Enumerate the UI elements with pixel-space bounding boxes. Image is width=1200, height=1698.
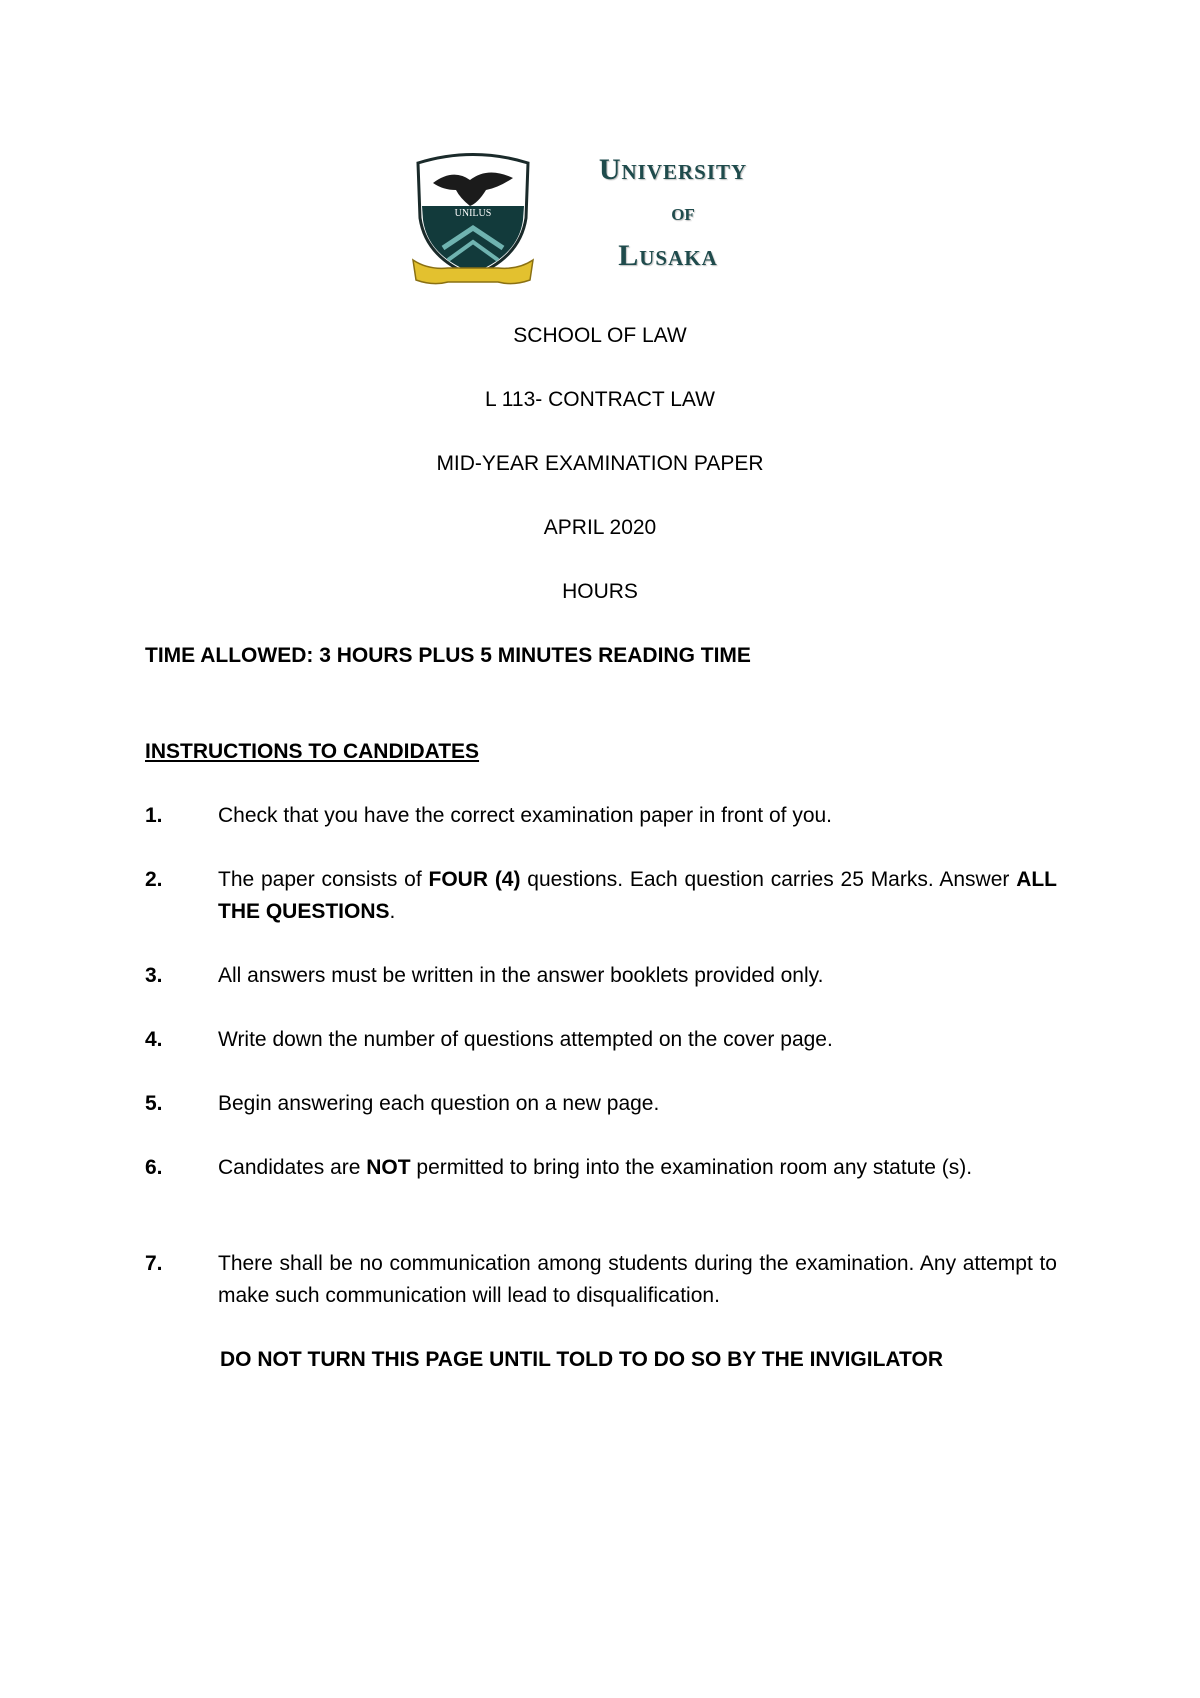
instruction-text: Candidates are NOT permitted to bring into the examination room any statute (s).	[218, 1156, 973, 1179]
instruction-item	[145, 960, 1057, 992]
university-logo	[408, 148, 788, 288]
exam-date: APRIL 2020	[543, 516, 657, 539]
instructions-heading: INSTRUCTIONS TO CANDIDATES	[145, 740, 480, 763]
instruction-item	[145, 1152, 1057, 1184]
instruction-item	[145, 864, 1057, 928]
crest-text: UNILUS	[454, 208, 492, 219]
instruction-text: There shall be no communication among students during the examination. Any attempt to make such communication will lead to disqualification.	[218, 1252, 1057, 1307]
instruction-text: Check that you have the correct examination paper in front of you.	[218, 804, 833, 827]
instruction-text: All answers must be written in the answer booklets provided only.	[218, 964, 824, 987]
paper-title: MID-YEAR EXAMINATION PAPER	[436, 452, 764, 475]
instruction-item	[145, 1024, 1057, 1056]
shield-crest-icon	[408, 148, 538, 288]
instruction-number: 7.	[145, 1252, 163, 1275]
instruction-number: 6.	[145, 1156, 163, 1179]
instruction-number: 1.	[145, 804, 163, 827]
instruction-number: 4.	[145, 1028, 163, 1051]
school-name: SCHOOL OF LAW	[513, 324, 687, 347]
university-name-line1: University	[598, 153, 748, 186]
time-allowed: TIME ALLOWED: 3 HOURS PLUS 5 MINUTES READING TIME	[145, 644, 751, 667]
instruction-text: Begin answering each question on a new page.	[218, 1092, 660, 1115]
instruction-text: Write down the number of questions attempted on the cover page.	[218, 1028, 833, 1051]
university-name	[558, 152, 788, 274]
university-name-line3: Lusaka	[618, 239, 718, 272]
instruction-number: 3.	[145, 964, 163, 987]
instruction-text: The paper consists of FOUR (4) questions. Each question carries 25 Marks. Answer ALL THE QUESTIONS.	[218, 868, 1058, 923]
course-title: L 113- CONTRACT LAW	[485, 388, 715, 411]
instruction-item	[145, 800, 1057, 832]
instruction-item	[145, 1248, 1057, 1312]
hours-label: HOURS	[562, 580, 638, 603]
university-name-line2: of	[671, 200, 695, 226]
instruction-number: 2.	[145, 868, 163, 891]
invigilator-warning: DO NOT TURN THIS PAGE UNTIL TOLD TO DO SO BY THE INVIGILATOR	[220, 1348, 943, 1371]
instruction-item	[145, 1088, 1057, 1120]
instruction-number: 5.	[145, 1092, 163, 1115]
